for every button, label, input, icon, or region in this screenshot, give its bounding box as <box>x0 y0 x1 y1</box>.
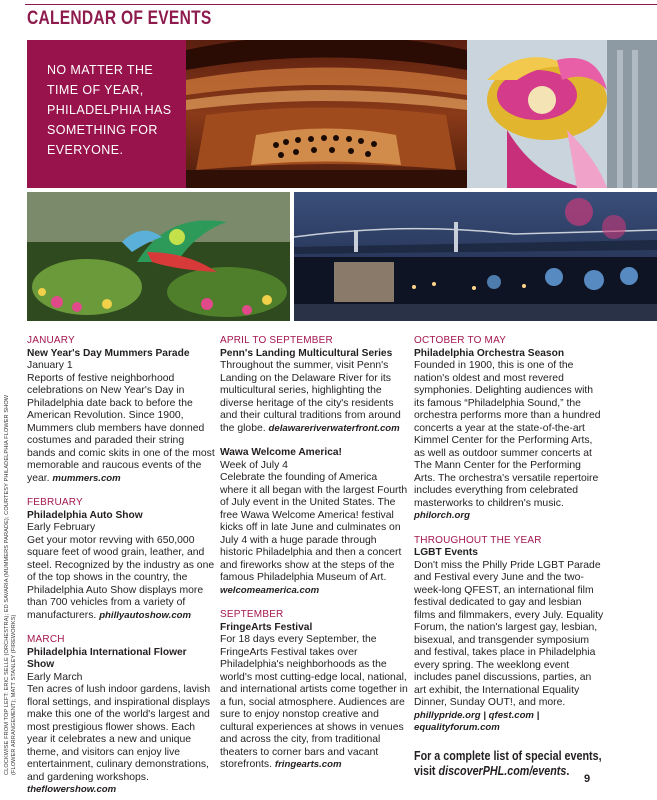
top-rule <box>25 4 657 5</box>
event-section <box>27 497 215 622</box>
event-description: Ten acres of lush indoor gardens, lavish floral settings, and inspirational displays make this one of the world's largest and most prestigious flower shows. Each year it celebrates a new and unique theme, and visitors can enjoy live entertainment, culinary demonstrations, and gardening workshops. theflowershow.com <box>27 684 211 795</box>
event-link[interactable]: phillyautoshow.com <box>99 609 192 621</box>
event-section <box>220 609 408 772</box>
event-description: Don't miss the Philly Pride LGBT Parade and Festival every June and the two-week-long QFEST, an international film festival dedicated to gay and lesbian films and filmmakers, every July. Equality Forum, the nation's largest gay, lesbian, bisexual, and transgender symposium and festival, takes place in Philadelphia every spring. The weeklong event includes panel discussions, parties, an art exhibit, the International Equality Dinner, Sunday OUT!, and more. phillypride.org | qfest.com | equalityforum.com <box>414 559 604 733</box>
event-date: January 1 <box>27 360 73 371</box>
event-date: Week of July 4 <box>220 459 288 471</box>
event-month: FEBRUARY <box>27 497 83 508</box>
event-link[interactable]: fringearts.com <box>274 759 342 770</box>
event-month: APRIL TO SEPTEMBER <box>220 335 333 346</box>
event-month: OCTOBER TO MAY <box>414 335 507 346</box>
event-description: Get your motor revving with 650,000 square feet of wood grain, leather, and steel. Recognized by the industry as one of the top shows in the country, the Philadelphia Auto Show displays more than 700 vehicles from a variety of manufacturers. phillyautoshow.com <box>27 534 215 621</box>
event-link[interactable]: phillypride.org | qfest.com | equalityforum.com <box>414 709 540 733</box>
photo-credit: CLOCKWISE FROM TOP LEFT: ERIC SELLE (ORCHESTRA); ED SAVARIA (MUMMERS PARADE); COURTESY PHILADELPHIA FLOWER SHOW (FLOWER ARRANGEMENT); MATT STANLEY (FIREWORKS) <box>4 394 17 775</box>
flower-show-photo <box>27 192 290 321</box>
event-section <box>27 335 215 485</box>
events-link[interactable]: discoverPHL.com/events <box>438 763 567 778</box>
event-link[interactable]: welcomeamerica.com <box>220 584 320 596</box>
event-description: Founded in 1900, this is one of the nation's oldest and most revered symphonies. Delighting audiences with its famous “Philadelphia Sound,” the orchestra performs more than a hundred concerts a year at the state-of-the-art Kimmel Center for the Performing Arts, as well as outdoor summer concerts at The Mann Center for the Performing Arts. The orchestra's versatile repertoire includes everything from celebrated masterworks to children's music. philorch.org <box>414 360 601 521</box>
events-column-1 <box>27 335 215 797</box>
event-description: Throughout the summer, visit Penn's Landing on the Delaware River for its multicultural series, highlighting the diverse heritage of the city's residents and their cultural traditions from around the globe. delawareriverwaterfront.com <box>220 360 401 434</box>
event-month: JANUARY <box>27 335 75 346</box>
orchestra-hall-photo <box>186 40 467 188</box>
event-section <box>220 447 408 597</box>
event-link[interactable]: philorch.org <box>414 510 470 521</box>
event-month: SEPTEMBER <box>220 609 284 620</box>
event-description: For 18 days every September, the FringeArts Festival takes over Philadelphia's neighborhoods as the world's most cutting-edge local, national, and international artists come together in a fun, social atmosphere. Audiences are sure to enjoy nonstop creative and cultural experiences at shows in venues and across the city, from traditional theaters to corner bars and vacant storefronts. fringearts.com <box>220 634 408 770</box>
event-description: Reports of festive neighborhood celebrations on New Year's Day in Philadelphia date back to before the American Revolution. Since 1900, Mummers club members have donned costumes and paraded their string bands and comic skits in one of the most memorable and raucous events of the year. mummers.com <box>27 372 215 484</box>
fireworks-photo <box>294 192 657 321</box>
event-description: Celebrate the founding of America where it all began with the largest Fourth of July event in the United States. The free Wawa Welcome America! festival kicks off in late June and culminates on July 4 with a huge parade through historic Philadelphia and then a concert and fireworks show at the steps of the famous Philadelphia Museum of Art. welcomeamerica.com <box>220 472 408 596</box>
events-footer-note: For a complete list of special events, visit discoverPHL.com/events. <box>414 748 602 778</box>
event-title: LGBT Events <box>414 547 478 558</box>
page-title: CALENDAR OF EVENTS <box>27 8 212 29</box>
page-number: 9 <box>584 773 591 785</box>
event-title: Philadelphia Orchestra Season <box>414 347 565 359</box>
event-link[interactable]: delawareriverwaterfront.com <box>268 422 400 434</box>
event-date: Early February <box>27 522 96 533</box>
event-title: Philadelphia International Flower Show <box>27 646 187 670</box>
event-title: Philadelphia Auto Show <box>27 509 143 521</box>
event-date: Early March <box>27 671 83 683</box>
tagline: NO MATTER THE TIME OF YEAR, PHILADELPHIA HAS SOMETHING FOR EVERYONE. <box>47 63 172 157</box>
event-title: Wawa Welcome America! <box>220 447 342 458</box>
event-title: Penn's Landing Multicultural Series <box>220 347 393 359</box>
event-link[interactable]: theflowershow.com <box>27 784 117 795</box>
event-link[interactable]: mummers.com <box>52 472 121 484</box>
event-title: FringeArts Festival <box>220 621 313 633</box>
events-column-2 <box>220 335 408 772</box>
event-section <box>220 335 408 435</box>
mummers-costume-photo <box>467 40 657 188</box>
event-section <box>414 535 604 735</box>
event-title: New Year's Day Mummers Parade <box>27 347 190 359</box>
event-section <box>414 335 604 523</box>
events-column-3 <box>414 335 604 779</box>
event-month: THROUGHOUT THE YEAR <box>414 534 542 546</box>
tagline-box <box>27 40 186 188</box>
event-section <box>27 634 215 797</box>
event-month: MARCH <box>27 634 65 645</box>
